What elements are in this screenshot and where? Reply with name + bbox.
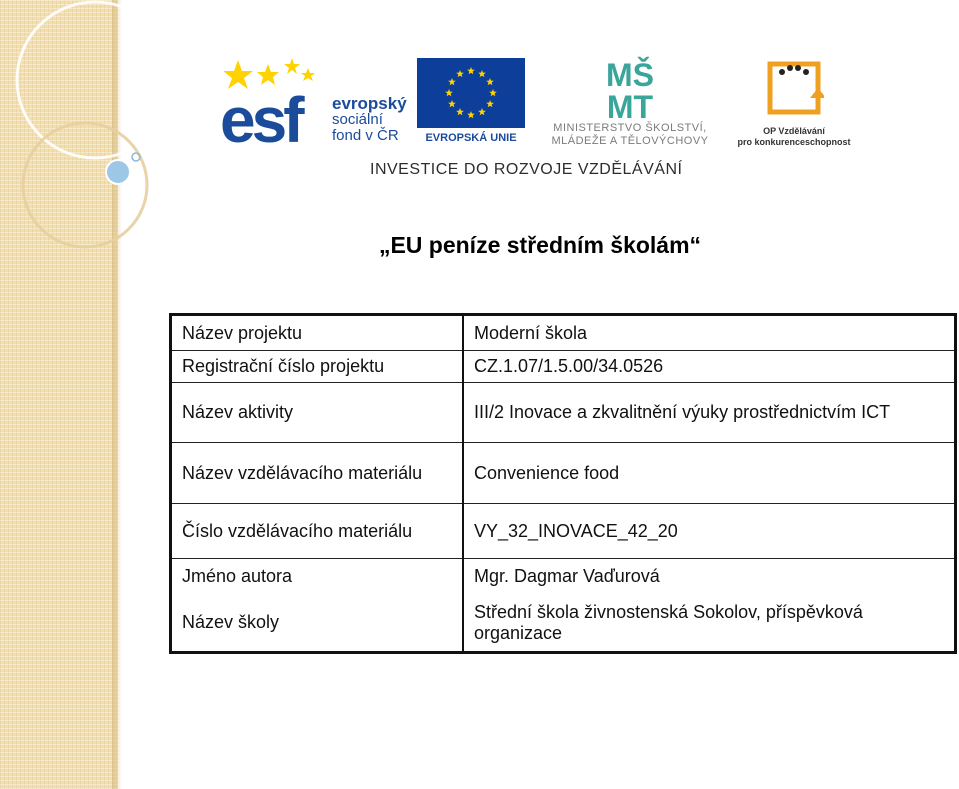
eu-star-icon: [486, 78, 494, 85]
row-value: III/2 Inovace a zkvalitnění výuky prostřednictvím ICT: [474, 402, 891, 422]
project-info-table: [169, 313, 957, 654]
eu-star-icon: [448, 78, 456, 85]
row-label: Název aktivity: [171, 383, 464, 443]
row-value: Moderní škola: [474, 322, 588, 343]
eu-star-icon: [486, 100, 494, 107]
row-label: Název projektu: [171, 315, 464, 351]
eu-star-icon: [489, 89, 497, 96]
esf-logo: [220, 58, 412, 158]
msmt-label: MINISTERSTVO ŠKOLSTVÍ, MLÁDEŽE A TĚLOVÝCHOVY: [551, 122, 709, 147]
eu-star-icon: [445, 89, 453, 96]
eu-flag-icon: [417, 58, 525, 128]
table-row: [171, 383, 956, 443]
row-label: Registrační číslo projektu: [171, 351, 464, 383]
eu-logo: [417, 58, 525, 152]
page-title: „EU peníze středním školám“: [378, 232, 702, 258]
row-label: Jméno autora: [171, 559, 464, 595]
row-value: VY_32_INOVACE_42_20: [474, 520, 678, 541]
eu-star-icon: [456, 108, 464, 115]
row-label: Název vzdělávacího materiálu: [171, 443, 464, 504]
row-value: Mgr. Dagmar Vaďurová: [474, 566, 660, 587]
table-row: [171, 351, 956, 383]
table-row: [171, 504, 956, 559]
msmt-mark-icon: [582, 56, 678, 122]
svg-text:MŠ: MŠ: [606, 57, 654, 93]
op-logo: [728, 56, 860, 156]
table-row: [171, 595, 956, 653]
table-row: [171, 315, 956, 351]
eu-star-icon: [456, 70, 464, 77]
eu-star-icon: [448, 100, 456, 107]
svg-text:MT: MT: [606, 89, 654, 122]
row-label: Číslo vzdělávacího materiálu: [171, 504, 464, 559]
eu-label: EVROPSKÁ UNIE: [425, 132, 517, 144]
investice-tagline: INVESTICE DO ROZVOJE VZDĚLÁVÁNÍ: [370, 161, 683, 178]
row-label: Název školy: [171, 595, 464, 653]
eu-stars-icon: [417, 58, 525, 128]
eu-star-icon: [467, 111, 475, 118]
op-label: OP Vzdělávání pro konkurenceschopnost: [737, 126, 851, 147]
table-row: [171, 559, 956, 595]
msmt-logo: [536, 56, 724, 156]
row-value: CZ.1.07/1.5.00/34.0526: [474, 356, 664, 376]
esf-wordmark: esf: [220, 84, 301, 156]
eu-star-icon: [478, 108, 486, 115]
row-value: Střední škola živnostenská Sokolov, příspěvková organizace: [474, 601, 863, 643]
esf-text: evropský sociální fond v ČR: [332, 94, 407, 144]
eu-star-icon: [478, 70, 486, 77]
op-mark-icon: [764, 58, 824, 118]
decorative-circles: [0, 0, 200, 260]
eu-star-icon: [467, 67, 475, 74]
row-value: Convenience food: [474, 462, 620, 483]
table-row: [171, 443, 956, 504]
logo-band: [220, 56, 860, 186]
